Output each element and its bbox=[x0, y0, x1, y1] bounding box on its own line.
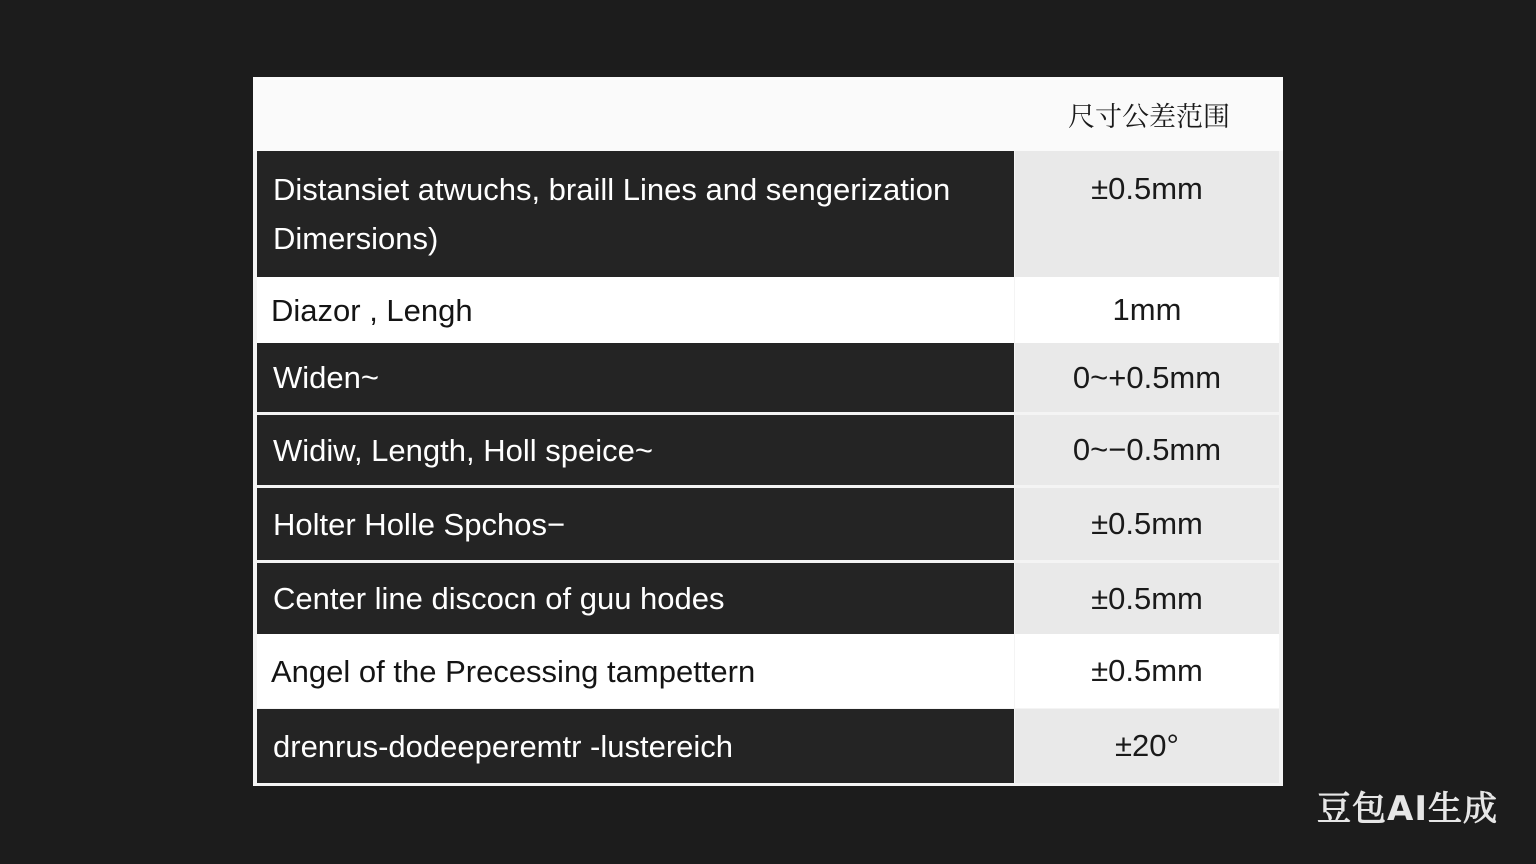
row-label: Widiw, Length, Holl speice~ bbox=[257, 415, 1014, 485]
row-label: Diazor , Lengh bbox=[257, 277, 1014, 343]
row-value: 0~−0.5mm bbox=[1015, 415, 1279, 485]
table-row bbox=[253, 415, 1283, 485]
row-value: 1mm bbox=[1015, 277, 1279, 343]
tolerance-table bbox=[253, 77, 1283, 786]
ai-generated-watermark: 豆包AI生成 bbox=[1317, 789, 1498, 829]
row-value: ±20° bbox=[1015, 709, 1279, 783]
row-label: Center line discocn of guu hodes bbox=[257, 563, 1014, 634]
table-row bbox=[253, 488, 1283, 560]
row-label: Distansiet atwuchs, braill Lines and sengerization Dimersions) bbox=[257, 151, 1014, 277]
table-row bbox=[253, 151, 1283, 277]
table-row bbox=[253, 277, 1283, 343]
table-row bbox=[253, 709, 1283, 783]
row-label: Angel of the Precessing tampettern bbox=[257, 634, 1014, 708]
value-column-header: 尺寸公差范围 bbox=[1068, 101, 1230, 132]
table-row bbox=[253, 634, 1283, 708]
row-value: 0~+0.5mm bbox=[1015, 343, 1279, 412]
row-value: ±0.5mm bbox=[1015, 563, 1279, 634]
row-label: Widen~ bbox=[257, 343, 1014, 412]
table-row bbox=[253, 343, 1283, 412]
row-value: ±0.5mm bbox=[1015, 634, 1279, 708]
row-label: Holter Holle Spchos− bbox=[257, 488, 1014, 560]
row-value: ±0.5mm bbox=[1015, 151, 1279, 277]
table-header-row bbox=[253, 77, 1283, 151]
table-row bbox=[253, 563, 1283, 634]
row-label: drenrus-dodeeperemtr -lustereich bbox=[257, 709, 1014, 783]
row-value: ±0.5mm bbox=[1015, 488, 1279, 560]
